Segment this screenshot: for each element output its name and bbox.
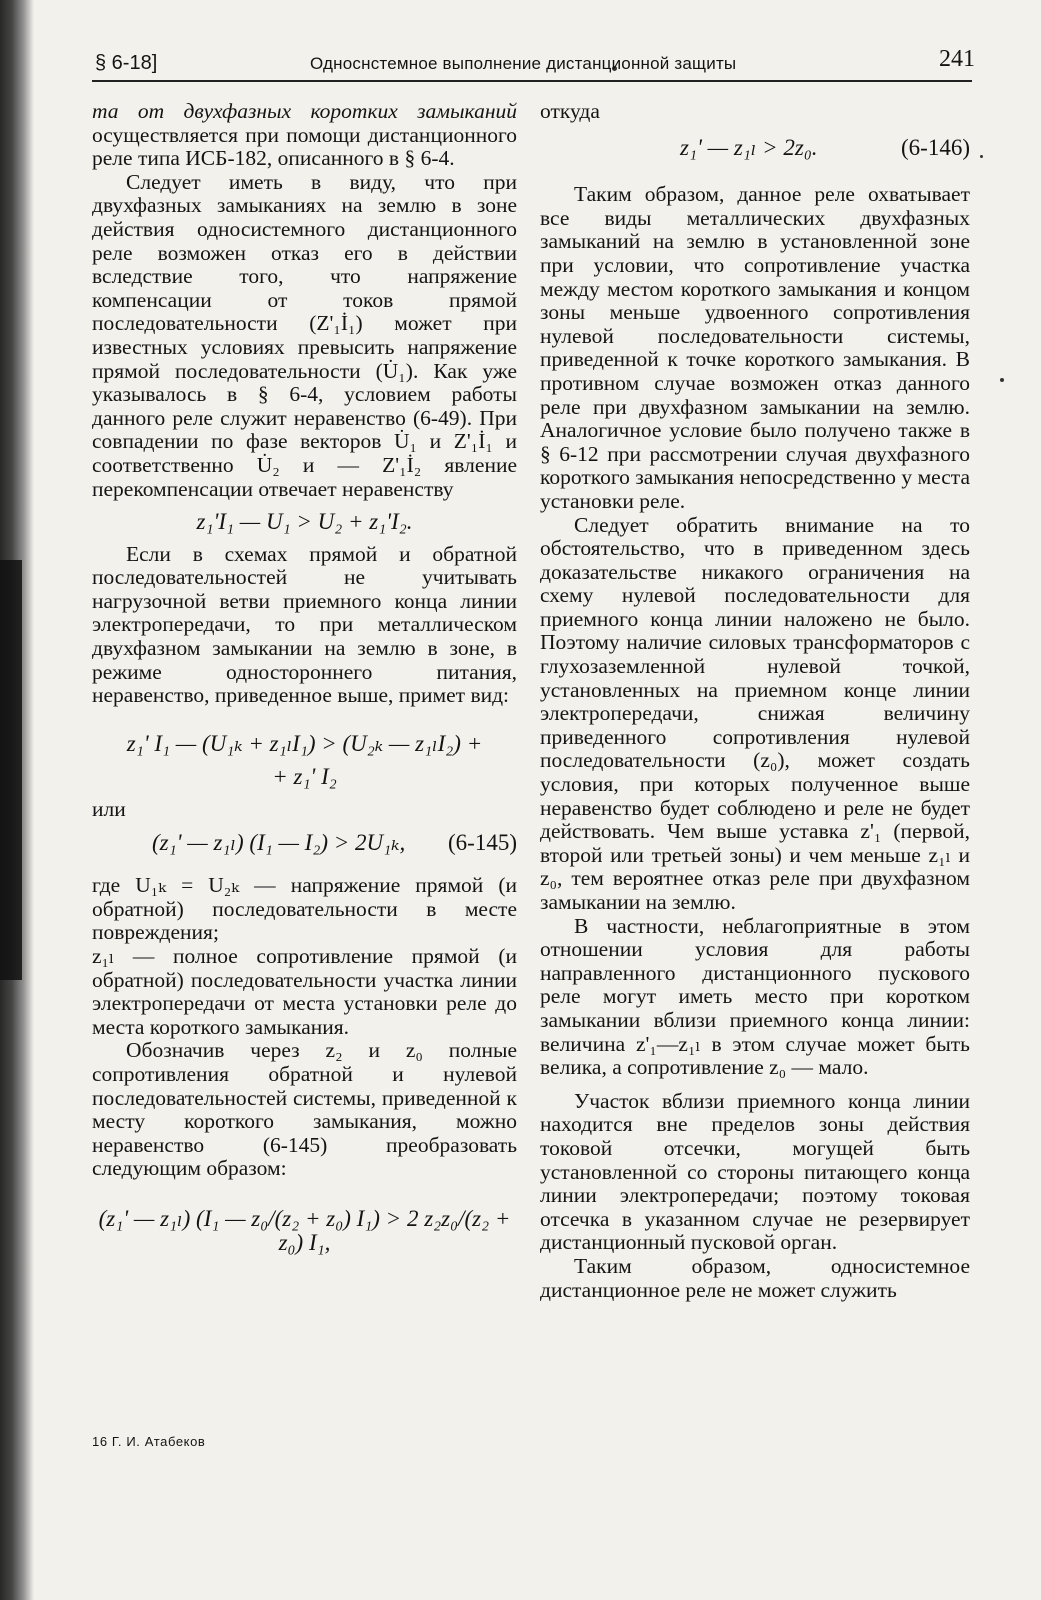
page-header (95, 44, 975, 80)
scan-speck (1000, 378, 1004, 382)
formula-body: (z₁' — z₁ₗ) (I₁ — I₂) > 2U₁ₖ, (152, 829, 406, 855)
paragraph (92, 100, 517, 171)
paragraph: Таким образом, односистемное дистанционное реле не может служить (540, 1253, 970, 1302)
connective-word: или (92, 797, 126, 822)
scan-speck (980, 155, 983, 158)
paragraph: Если в схемах прямой и обратной последовательностей не учитывать нагрузочной ветви приемного конца линии электропередачи, то при металлическом двухфазном замыкании на землю в зоне, в режиме одностороннего питания, неравенство, приведенное выше, примет вид: (92, 541, 517, 708)
paragraph: Следует иметь в виду, что при двухфазных замыканиях на землю в зоне действия односистемного дистанционного реле возможен отказ его в действии вследствие того, что напряжение компенсации от токов прямой последовательности (Z'₁İ₁) может при известных условиях превысить напряжение прямой последовательности (U̇₁). Как уже указывалось в § 6-4, условием работы данного реле служит неравенство (6-49). При совпадении по фазе векторов U̇₁ и Z'₁İ₁ и соответственно U̇₂ и — Z'₁İ₂ явление перекомпенсации отвечает неравенству (92, 169, 517, 501)
formula: z₁'I₁ — U₁ > U₂ + z₁'I₂. (196, 509, 413, 535)
right-column (540, 100, 970, 1302)
formula-line: + z₁' I₂ (272, 764, 337, 790)
italic-lead: та от двухфазных коротких замыканий (92, 99, 517, 123)
formula: (z₁' — z₁ₗ) (I₁ — z₀/(z₂ + z₀) I₁) > 2 z₂z₀/(z₂ + z₀) I₁, (98, 1205, 511, 1255)
connective-word: откуда (540, 99, 600, 123)
section-ref: § 6-18] (95, 52, 158, 74)
paragraph-text: осуществляется при помощи дистанционного реле типа ИСБ-182, описанного в § 6-4. (92, 122, 517, 171)
equation-number: (6-146) (901, 134, 970, 160)
definition: где U₁ₖ = U₂ₖ — напряжение прямой (и обратной) последовательности в месте повреждения; (92, 873, 517, 945)
left-column (92, 100, 517, 1263)
page-number: 241 (939, 46, 975, 72)
formula-numbered (92, 831, 517, 855)
paragraph: Следует обратить внимание на то обстоятельство, что в приведенном здесь доказательстве никакого ограничения на схему нулевой последовательности для приемного конца линии наложено не было. Поэтому наличие силовых трансформаторов с глухозаземленной нулевой точкой, установленных на приемном конце линии электропередачи, снижая величину приведенного сопротивления нулевой последовательности (z₀), может создать условия, при которых полученное выше неравенство будет соблюдено и реле не будет действовать. Чем выше уставка z'₁ (первой, второй или третьей зоны) и чем меньше z₁ₗ и z₀, тем вероятнее отказ реле при двухфазном замыкании на землю. (540, 512, 970, 914)
signature-mark: 16 Г. И. Атабеков (92, 1434, 206, 1449)
formula-line: z₁' I₁ — (U₁ₖ + z₁ₗI₁) > (U₂ₖ — z₁ₗI₂) + (126, 730, 483, 756)
running-title: Односнстемное выполнение дистанционной защиты (310, 54, 737, 73)
paragraph: Обозначив через z₂ и z₀ полные сопротивления обратной и нулевой последовательностей системы, приведенной к месту короткого замыкания, можно неравенство (6-145) преобразовать следующим образом: (92, 1038, 517, 1181)
equation-number: (6-145) (448, 829, 517, 855)
paragraph: В частности, неблагоприятные в этом отношении условия для работы направленного дистанционного пускового реле могут иметь место при коротком замыкании вблизи приемного конца линии: величина z'₁—z₁ₗ в этом случае может быть велика, а сопротивление z₀ — мало. (540, 913, 970, 1080)
header-rule (92, 80, 972, 82)
definition: z₁ₗ — полное сопротивление прямой (и обратной) последовательности участка линии электропередачи от места установки реле до места короткого замыкания. (92, 944, 517, 1039)
paragraph: Таким образом, данное реле охватывает все виды металлических двухфазных замыканий на землю в установленной зоне при условии, что сопротивление участка между местом короткого замыкания и концом зоны меньше удвоенного сопротивления нулевой последовательности системы, приведенной к точке короткого замыкания. В противном случае возможен отказ данного реле при двухфазном замыкании на землю. Аналогичное условие было получено также в § 6-12 при рассмотрении случая двухфазного короткого замыкания непосредственно у места установки реле. (540, 182, 970, 513)
paragraph: Участок вблизи приемного конца линии находится вне пределов зоны действия токовой отсечки, могущей быть установленной со стороны питающего конца линии электропередачи; поэтому токовая отсечка в указанном случае не резервирует дистанционный пусковой орган. (540, 1088, 970, 1255)
formula-numbered (540, 136, 970, 160)
scan-binding-shadow-dark (0, 560, 22, 980)
formula-body: z₁' — z₁ₗ > 2z₀. (680, 134, 818, 160)
